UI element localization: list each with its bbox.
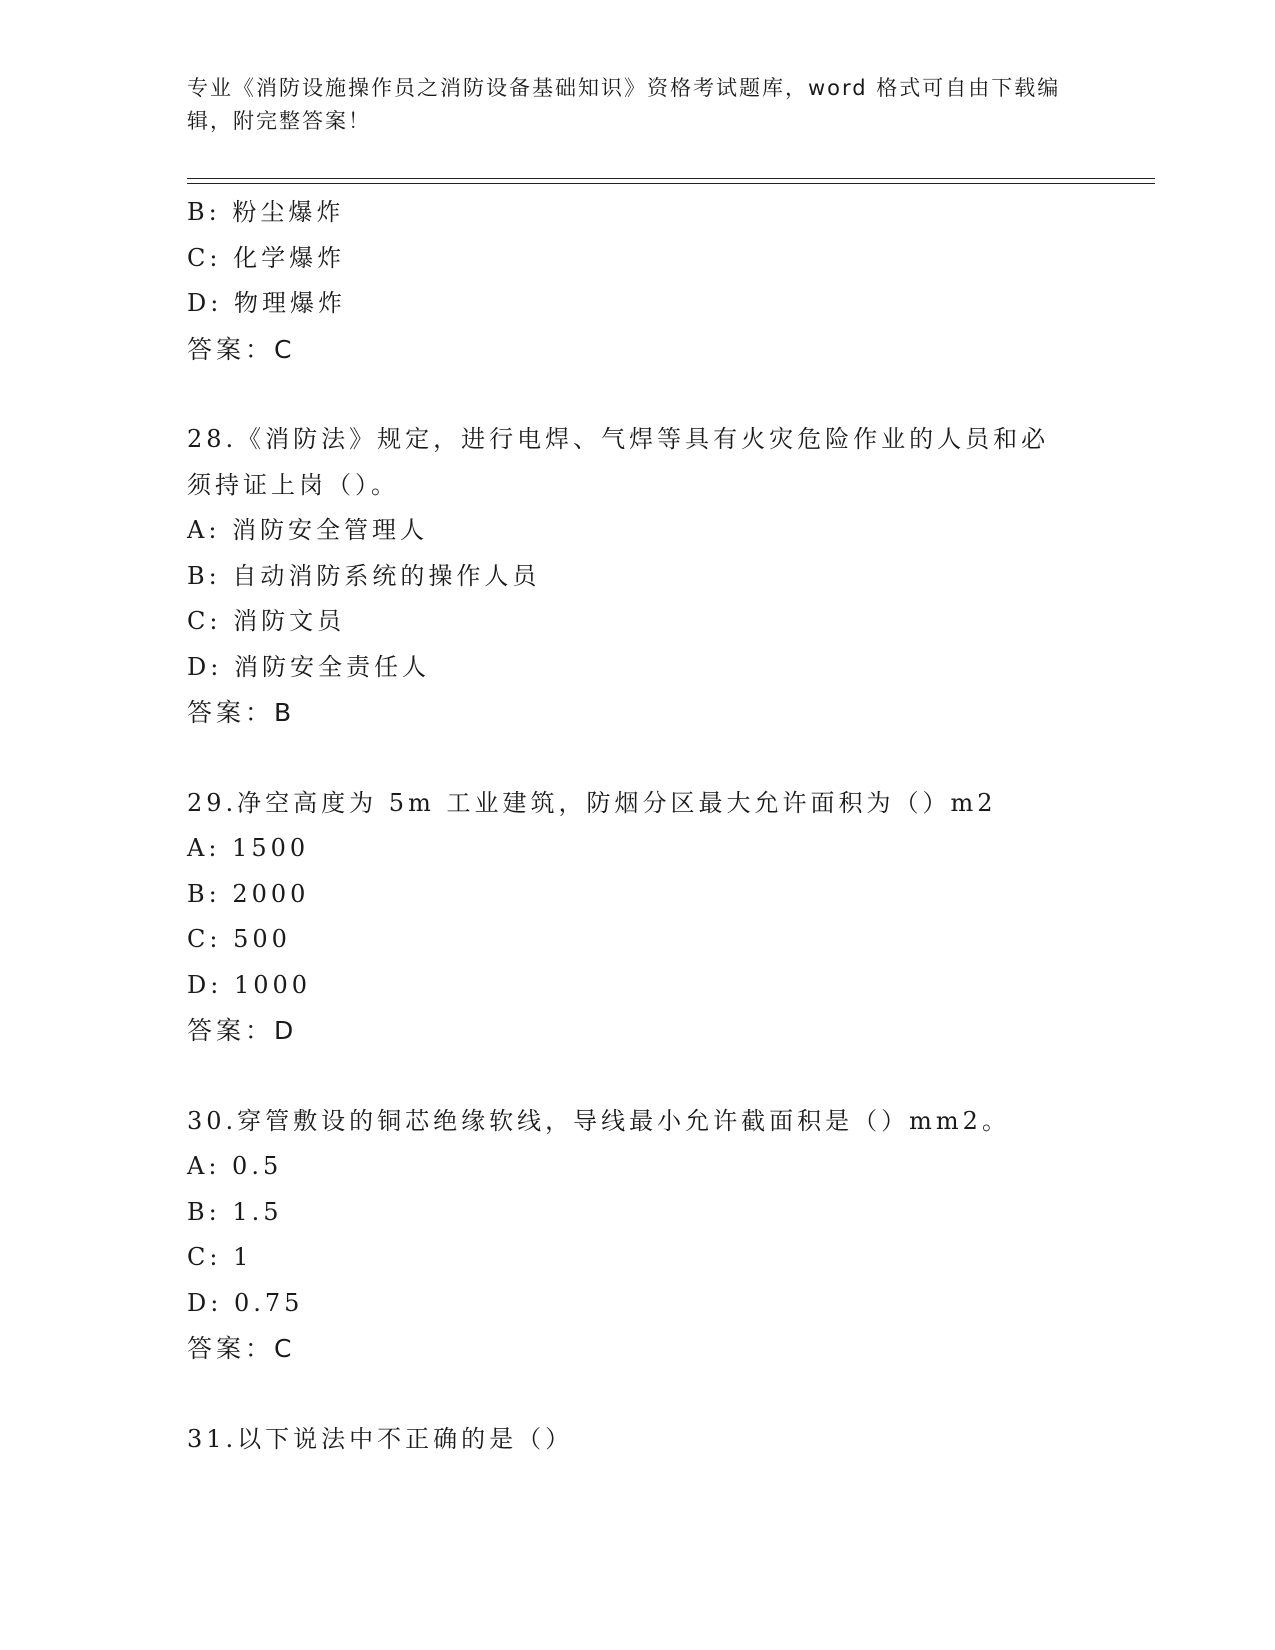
option-d: D: 消防安全责任人 <box>187 652 430 681</box>
option-c: C: 500 <box>187 925 291 953</box>
question-27-continuation <box>187 190 1087 372</box>
option-c: C: 消防文员 <box>187 607 346 635</box>
option-a: A: 0.5 <box>187 1152 283 1180</box>
answer: 答案：C <box>187 334 296 364</box>
question-28 <box>187 417 1087 736</box>
document-header: 专业《消防设施操作员之消防设备基础知识》资格考试题库，word 格式可自由下载编辑，附完整答案！ <box>187 76 1061 133</box>
header-divider-bottom <box>187 183 1155 184</box>
option-d: D: 1000 <box>187 970 312 999</box>
question-30 <box>187 1099 1087 1372</box>
option-b: B: 1.5 <box>187 1197 283 1226</box>
question-list <box>187 190 1087 1462</box>
answer: 答案：B <box>187 698 296 727</box>
option-c: C: 化学爆炸 <box>187 243 346 272</box>
option-b: B: 粉尘爆炸 <box>187 198 345 226</box>
question-stem: 28.《消防法》规定，进行电焊、气焊等具有火灾危险作业的人员和必 <box>187 425 1050 453</box>
option-a: A: 消防安全管理人 <box>187 516 429 544</box>
option-d: D: 物理爆炸 <box>187 289 346 317</box>
question-stem: 29.净空高度为 5m 工业建筑，防烟分区最大允许面积为（）m2 <box>187 788 997 817</box>
question-stem-continued: 须持证上岗（）。 <box>187 470 399 499</box>
question-29 <box>187 781 1087 1054</box>
option-d: D: 0.75 <box>187 1288 304 1317</box>
option-a: A: 1500 <box>187 834 310 862</box>
option-b: B: 2000 <box>187 879 310 908</box>
header-divider-top <box>187 178 1155 179</box>
question-stem: 31.以下说法中不正确的是（） <box>187 1424 574 1453</box>
option-b: B: 自动消防系统的操作人员 <box>187 561 541 590</box>
answer: 答案：C <box>187 1334 296 1363</box>
question-stem: 30.穿管敷设的铜芯绝缘软线，导线最小允许截面积是（）mm2。 <box>187 1106 1010 1135</box>
question-31 <box>187 1417 1087 1463</box>
answer: 答案：D <box>187 1016 298 1045</box>
option-c: C: 1 <box>187 1243 253 1271</box>
